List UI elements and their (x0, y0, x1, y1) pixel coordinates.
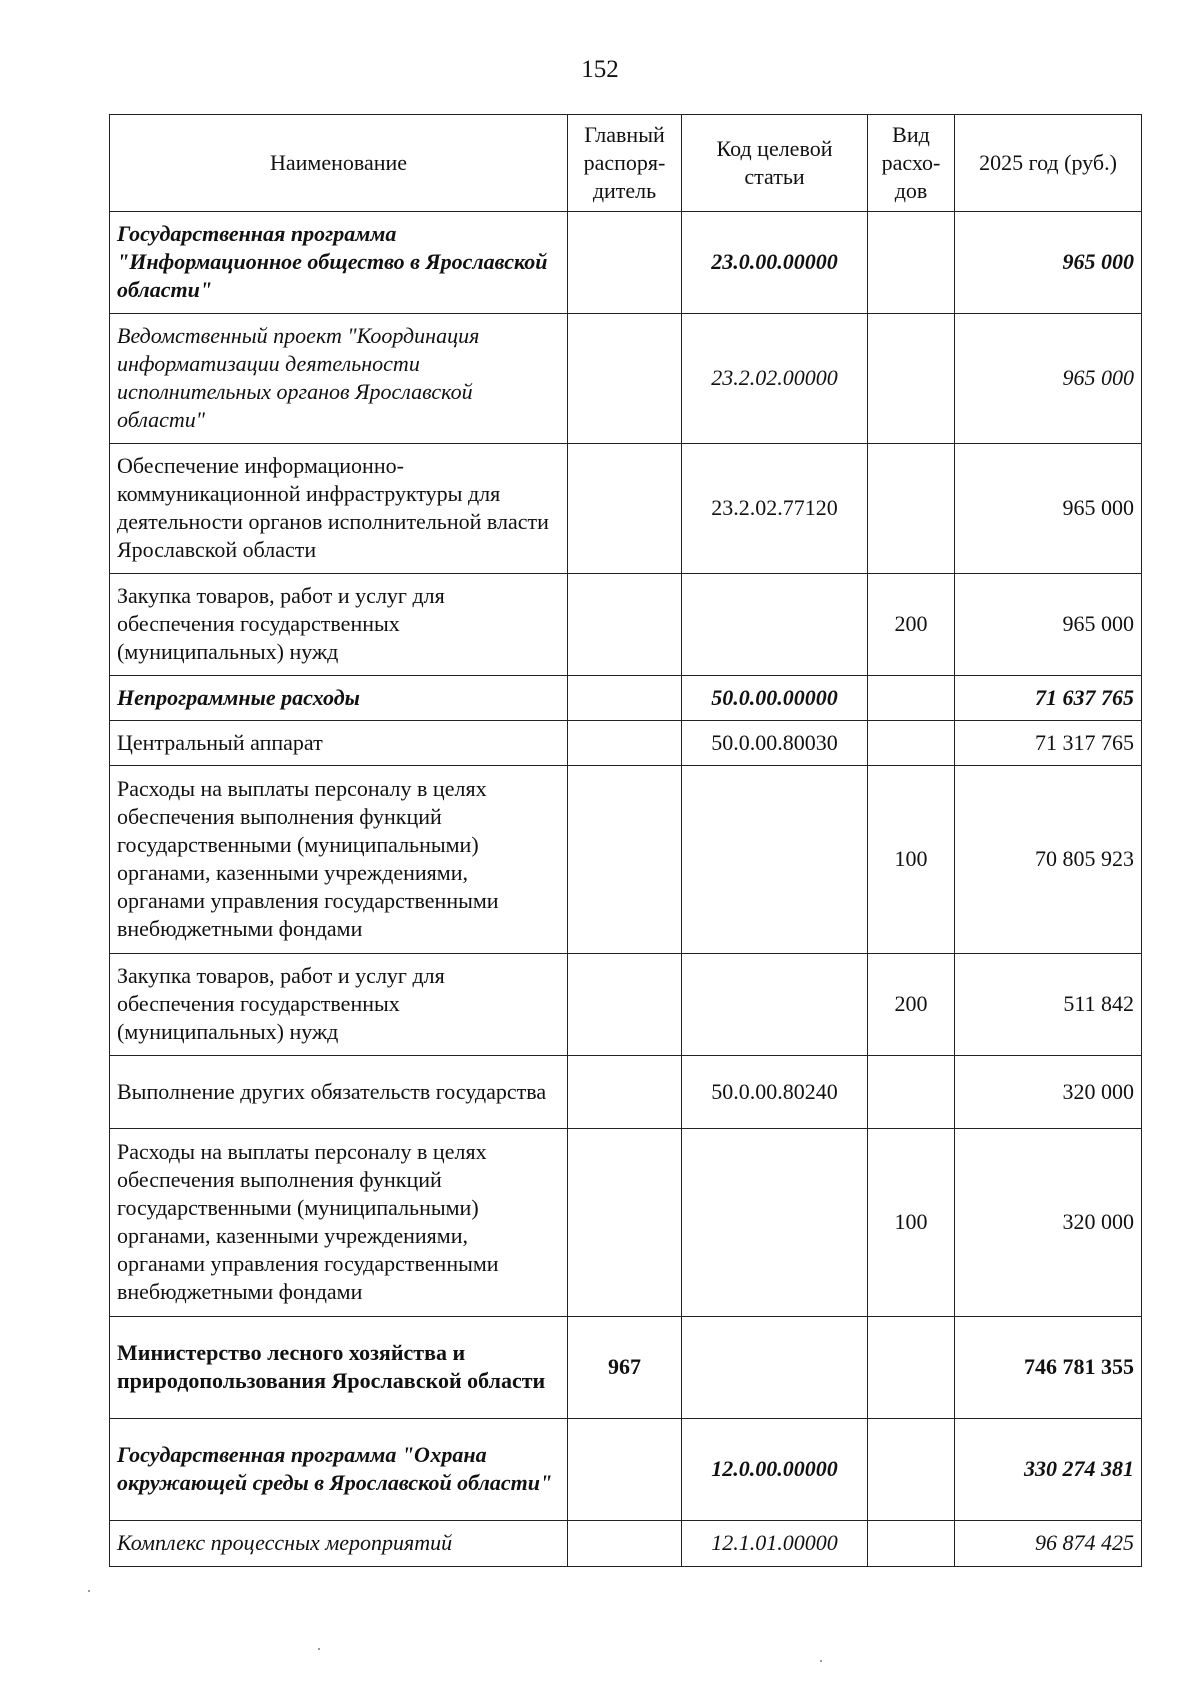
table-body (110, 212, 1142, 1567)
row-target-code (682, 1129, 868, 1317)
row-name: Закупка товаров, работ и услуг для обеспечения государственных (муниципальных) нужд (110, 954, 568, 1056)
row-expense-type: 100 (868, 766, 955, 954)
row-target-code: 50.0.00.80030 (682, 721, 868, 766)
row-name: Государственная программа "Охрана окружающей среды в Ярославской области" (110, 1419, 568, 1521)
row-target-code: 23.2.02.00000 (682, 314, 868, 444)
row-expense-type (868, 676, 955, 721)
table-row (110, 954, 1142, 1056)
row-sum: 965 000 (955, 444, 1142, 574)
row-sum: 320 000 (955, 1129, 1142, 1317)
header-year-sum: 2025 год (руб.) (955, 115, 1142, 212)
row-sum: 511 842 (955, 954, 1142, 1056)
header-name: Наименование (110, 115, 568, 212)
row-main-manager (568, 212, 682, 314)
row-target-code: 50.0.00.80240 (682, 1056, 868, 1129)
row-main-manager (568, 314, 682, 444)
row-expense-type (868, 212, 955, 314)
row-name: Расходы на выплаты персоналу в целях обеспечения выполнения функций государственными (муниципальными) органами, казенными учреждениями, органами управления государственными внебюджетными фондами (110, 1129, 568, 1317)
row-sum: 965 000 (955, 212, 1142, 314)
row-main-manager (568, 766, 682, 954)
row-main-manager (568, 574, 682, 676)
row-main-manager (568, 1056, 682, 1129)
header-expense-type: Вид расхо-дов (868, 115, 955, 212)
row-name: Закупка товаров, работ и услуг для обеспечения государственных (муниципальных) нужд (110, 574, 568, 676)
row-sum: 71 317 765 (955, 721, 1142, 766)
row-name: Непрограммные расходы (110, 676, 568, 721)
table-row (110, 444, 1142, 574)
row-sum: 96 874 425 (955, 1521, 1142, 1567)
row-name: Комплекс процессных мероприятий (110, 1521, 568, 1567)
row-expense-type (868, 444, 955, 574)
row-main-manager (568, 954, 682, 1056)
table-row (110, 1129, 1142, 1317)
budget-table (109, 114, 1142, 1567)
row-sum: 746 781 355 (955, 1317, 1142, 1419)
row-expense-type (868, 1419, 955, 1521)
row-sum: 965 000 (955, 314, 1142, 444)
row-target-code: 23.0.00.00000 (682, 212, 868, 314)
page-number: 152 (581, 56, 619, 83)
row-expense-type (868, 1056, 955, 1129)
row-expense-type: 100 (868, 1129, 955, 1317)
row-sum: 330 274 381 (955, 1419, 1142, 1521)
table-row (110, 314, 1142, 444)
table-row (110, 676, 1142, 721)
row-target-code (682, 954, 868, 1056)
table-row (110, 574, 1142, 676)
row-target-code (682, 574, 868, 676)
table-row (110, 1056, 1142, 1129)
scan-speck (318, 1648, 320, 1650)
table-row (110, 766, 1142, 954)
scan-speck (820, 1660, 822, 1662)
table-row (110, 1419, 1142, 1521)
row-expense-type (868, 1521, 955, 1567)
table-row (110, 721, 1142, 766)
row-main-manager (568, 444, 682, 574)
scan-speck (88, 1590, 90, 1592)
row-sum: 70 805 923 (955, 766, 1142, 954)
row-expense-type (868, 721, 955, 766)
row-main-manager (568, 721, 682, 766)
row-target-code (682, 1317, 868, 1419)
row-main-manager: 967 (568, 1317, 682, 1419)
row-expense-type (868, 314, 955, 444)
row-sum: 965 000 (955, 574, 1142, 676)
row-target-code: 23.2.02.77120 (682, 444, 868, 574)
header-target-code: Код целевой статьи (682, 115, 868, 212)
table-header-row (110, 115, 1142, 212)
row-expense-type: 200 (868, 574, 955, 676)
row-target-code: 12.1.01.00000 (682, 1521, 868, 1567)
row-main-manager (568, 1419, 682, 1521)
row-main-manager (568, 1129, 682, 1317)
row-name: Выполнение других обязательств государства (110, 1056, 568, 1129)
row-name: Ведомственный проект "Координация информатизации деятельности исполнительных органов Ярославской области" (110, 314, 568, 444)
row-name: Министерство лесного хозяйства и природопользования Ярославской области (110, 1317, 568, 1419)
table-row (110, 1317, 1142, 1419)
row-main-manager (568, 676, 682, 721)
table-row (110, 212, 1142, 314)
row-sum: 71 637 765 (955, 676, 1142, 721)
row-target-code (682, 766, 868, 954)
row-expense-type: 200 (868, 954, 955, 1056)
row-sum: 320 000 (955, 1056, 1142, 1129)
row-name: Центральный аппарат (110, 721, 568, 766)
row-expense-type (868, 1317, 955, 1419)
row-main-manager (568, 1521, 682, 1567)
row-name: Обеспечение информационно-коммуникационной инфраструктуры для деятельности органов исполнительной власти Ярославской области (110, 444, 568, 574)
row-name: Расходы на выплаты персоналу в целях обеспечения выполнения функций государственными (муниципальными) органами, казенными учреждениями, органами управления государственными внебюджетными фондами (110, 766, 568, 954)
row-name: Государственная программа "Информационное общество в Ярославской области" (110, 212, 568, 314)
header-main-manager: Главный распоря-дитель (568, 115, 682, 212)
table-row (110, 1521, 1142, 1567)
row-target-code: 12.0.00.00000 (682, 1419, 868, 1521)
row-target-code: 50.0.00.00000 (682, 676, 868, 721)
